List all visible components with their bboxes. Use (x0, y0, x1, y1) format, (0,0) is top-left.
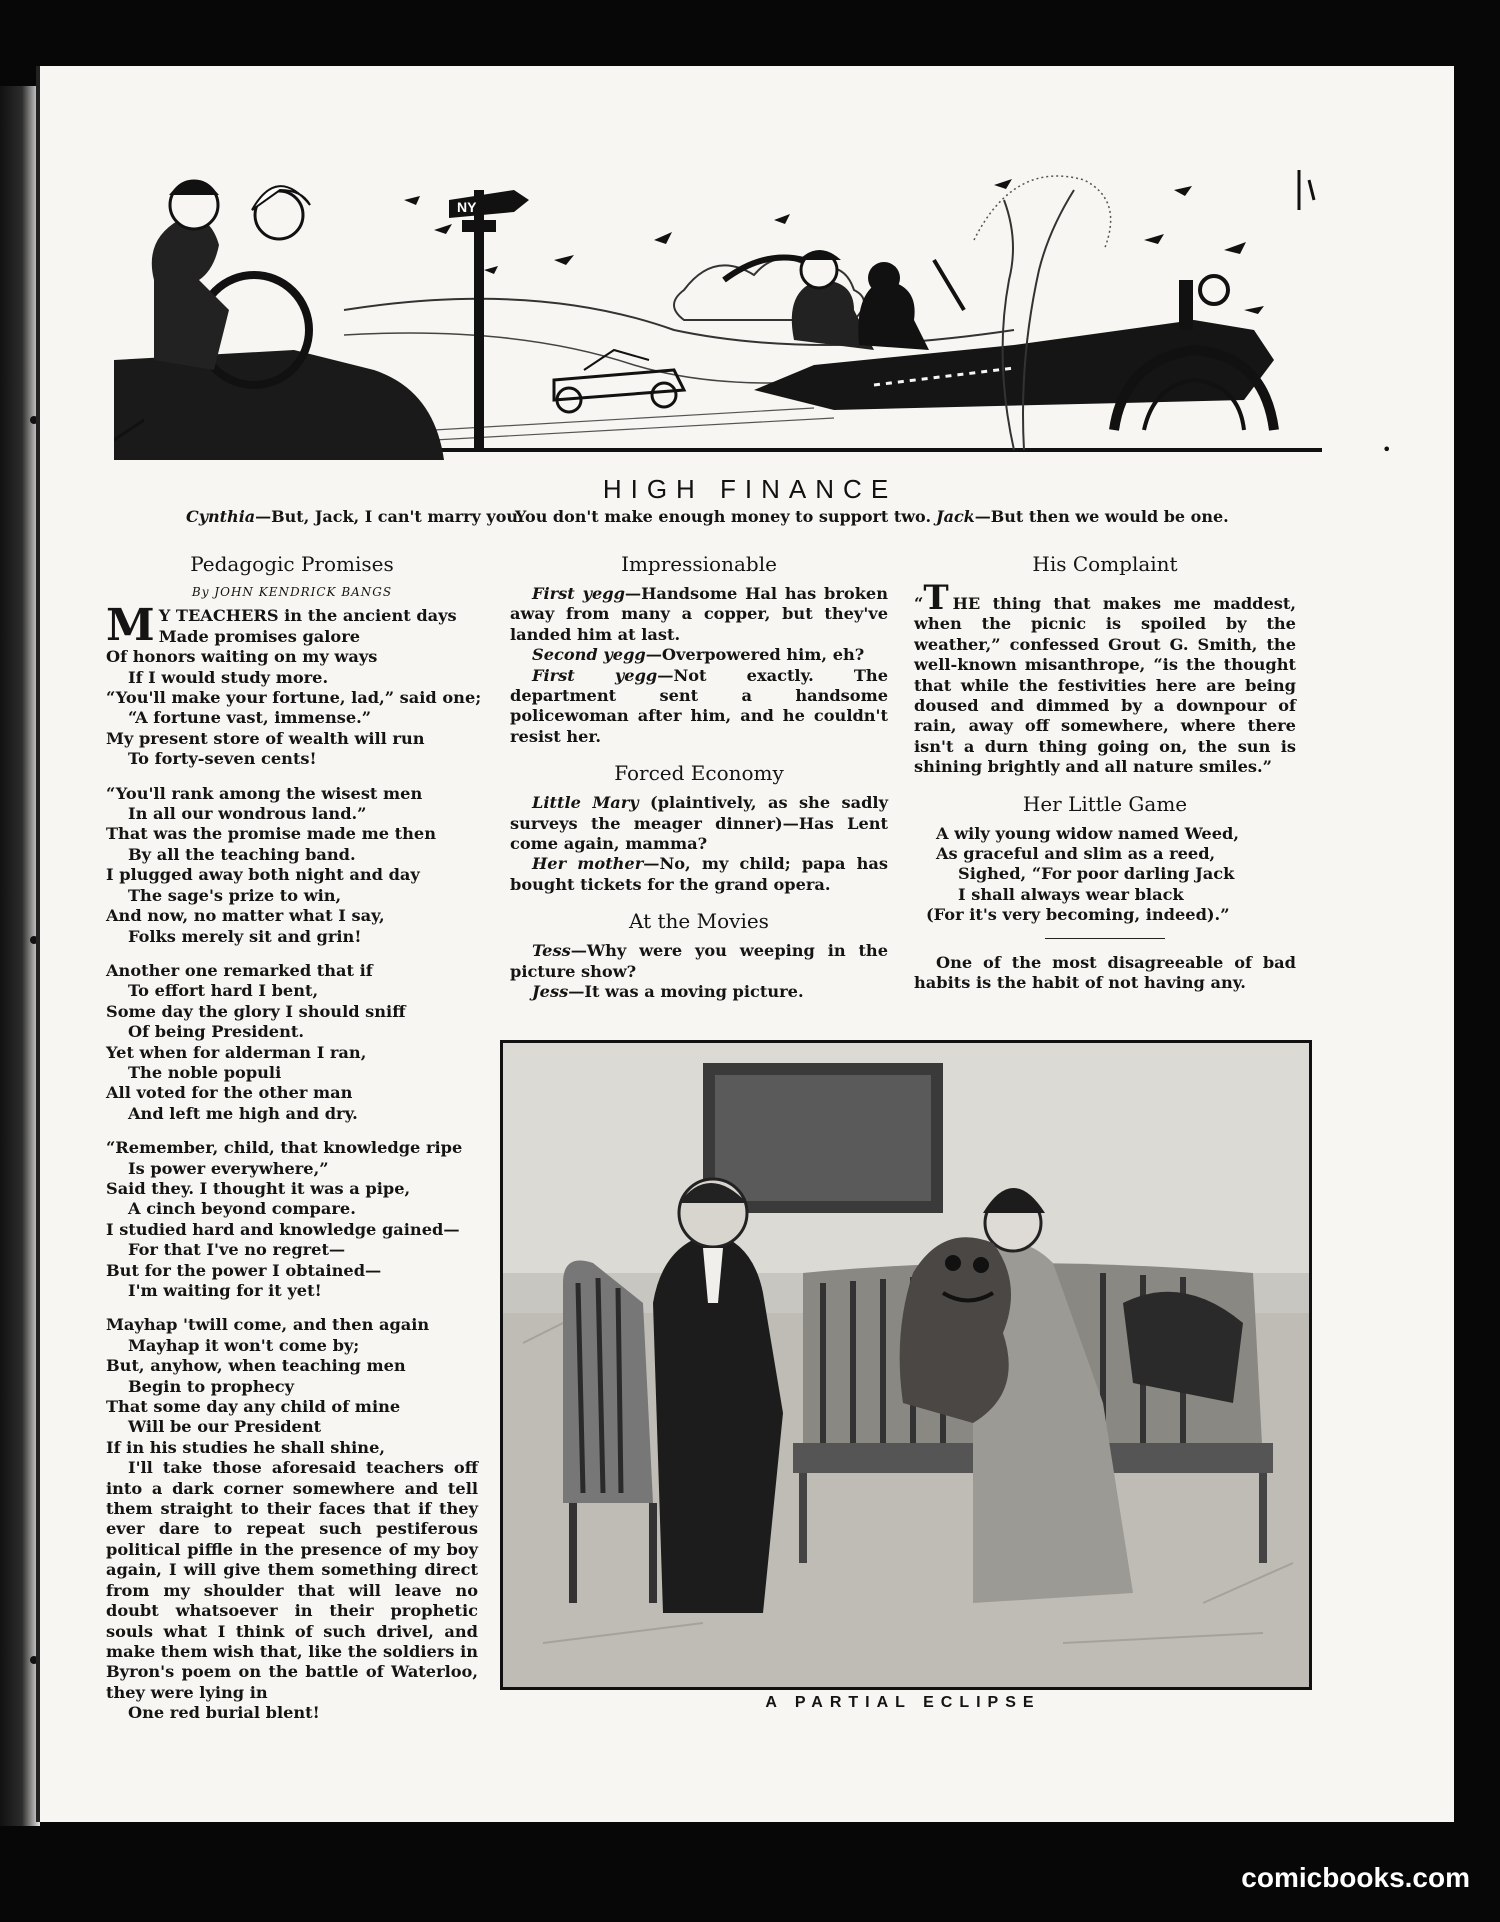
dialogue-line: You don't make enough money to support two. (515, 507, 932, 526)
illustration-partial-eclipse (500, 1040, 1312, 1690)
closing-text: I'll take those aforesaid teachers off into a dark corner somewhere and tell them straight to their faces that if they ever dare to repeat such pestiferous political piffle in the presence of my boy again, I will give them something direct from my shoulder that will leave no doubt whatsoever in their prophetic souls what I think of such drivel, and make them wish that, like the soldiers in Byron's poem on the battle of Waterloo, they were lying in (106, 1458, 478, 1702)
verse-line: To forty-seven cents! (128, 749, 317, 769)
speaker-name: Jack (936, 507, 975, 526)
article-title: Pedagogic Promises (190, 552, 394, 576)
header-illustration-cars (114, 160, 1322, 460)
verse-line: To effort hard I bent, (128, 981, 319, 1001)
illustration-caption: A PARTIAL ECLIPSE (765, 1694, 1041, 1711)
verse-line: Of honors waiting on my ways (106, 647, 378, 667)
open-quote: “ (914, 594, 924, 613)
verse-line: The noble populi (128, 1062, 282, 1082)
verse-line: Yet when for alderman I ran, (106, 1042, 367, 1062)
speaker-name: Jess (532, 982, 569, 1002)
article-title: Forced Economy (614, 761, 784, 786)
verse-line: “Remember, child, that knowledge ripe (106, 1138, 463, 1158)
verse-line: “A fortune vast, immense.” (128, 708, 372, 728)
byline: By JOHN KENDRICK BANGS (191, 585, 393, 599)
dialogue-line: —Overpowered him, eh? (645, 645, 865, 665)
verse-line: The sage's prize to win, (128, 885, 342, 905)
column-pedagogic-promises (106, 552, 482, 1724)
stanza (106, 961, 478, 1124)
quip (914, 953, 1296, 994)
distant-car (554, 350, 684, 412)
article-title: Her Little Game (1022, 791, 1188, 816)
verse-line: Mayhap it won't come by; (128, 1335, 360, 1355)
verse-line: For that I've no regret— (128, 1240, 346, 1260)
verse-line: Is power everywhere,” (128, 1158, 329, 1178)
verse-line: And now, no matter what I say, (106, 906, 385, 926)
touring-car (724, 250, 1274, 430)
verse-line: And left me high and dry. (128, 1103, 358, 1123)
verse-line: I'm waiting for it yet! (128, 1281, 322, 1300)
stray-mark: • (1382, 440, 1392, 459)
article-title: His Complaint (1032, 552, 1178, 576)
verse-line: If in his studies he shall shine, (106, 1437, 386, 1457)
dialogue-line: —Handsome Hal has broken away from many a copper, but they've landed him at last. (510, 584, 888, 644)
speaker-name: Her mother (532, 854, 644, 874)
verse-line: As graceful and slim as a reed, (936, 844, 1216, 864)
verse-line: That some day any child of mine (106, 1397, 401, 1417)
section-divider (1045, 938, 1165, 939)
speaker-name: Tess (532, 941, 571, 961)
verse-line: If I would study more. (128, 667, 329, 687)
verse-line: I shall always wear black (958, 884, 1184, 904)
speaker-name: First yegg (532, 584, 625, 603)
speaker-name: Cynthia (186, 507, 256, 526)
speaker-name: Second yegg (532, 645, 646, 665)
verse-line: By all the teaching band. (128, 844, 356, 864)
verse-line: But, anyhow, when teaching men (106, 1356, 406, 1376)
dialogue-line: —No, my child; papa has bought tickets for the grand opera. (510, 854, 888, 894)
verse-line: (For it's very becoming, indeed).” (926, 905, 1230, 925)
verse-line: Of being President. (128, 1022, 304, 1042)
illustration-drawing (503, 1043, 1309, 1687)
limerick (926, 823, 1296, 926)
verse-line: My present store of wealth will run (106, 728, 425, 748)
article-his-complaint (914, 578, 1296, 778)
verse-line: I studied hard and knowledge gained— (106, 1219, 460, 1239)
stanza (106, 784, 478, 947)
article-forced-economy (510, 793, 888, 895)
verse-line: Mayhap 'twill come, and then again (106, 1315, 430, 1335)
column-middle (510, 552, 888, 1003)
dialogue-line: —But then we would be one. (974, 507, 1229, 526)
closing-paragraph (106, 1458, 478, 1723)
verse-line: “You'll make your fortune, lad,” said one; (106, 688, 482, 708)
article-title: Impressionable (621, 552, 777, 576)
article-impressionable (510, 584, 888, 747)
stanza (106, 1138, 478, 1301)
verse-line: Begin to prophecy (128, 1376, 295, 1396)
verse-line: Sighed, “For poor darling Jack (958, 864, 1235, 884)
verse-line: Folks merely sit and grin! (128, 926, 362, 946)
verse-line: One red burial blent! (128, 1703, 320, 1723)
headline: HIGH FINANCE (602, 474, 898, 504)
stanza (106, 1315, 478, 1458)
dialogue-line: —But, Jack, I can't marry you. (255, 507, 524, 526)
verse-line: A cinch beyond compare. (128, 1199, 356, 1219)
verse-line: I plugged away both night and day (106, 865, 420, 885)
verse-line: In all our wondrous land.” (128, 804, 367, 824)
dialogue-line: —Why were you weeping in the picture show? (510, 941, 888, 981)
verse-line: Will be our President (128, 1417, 322, 1437)
verse-line: That was the promise made me then (106, 824, 436, 844)
verse-line: Another one remarked that if (106, 960, 373, 980)
speaker-name: Little Mary (532, 793, 639, 813)
dialogue-line: (plaintively, as she sadly surveys the meager dinner)—Has Lent come again, mamma? (510, 793, 888, 854)
stanza (106, 600, 482, 769)
speaker-name: First yegg (532, 665, 658, 685)
drop-cap: M (106, 600, 155, 652)
verse-line: “You'll rank among the wisest men (106, 783, 423, 803)
verse-line: Some day the glory I should sniff (106, 1001, 406, 1021)
quip-text: One of the most disagreeable of bad habits is the habit of not having any. (914, 952, 1296, 993)
verse-line: All voted for the other man (106, 1083, 353, 1103)
dialogue-jack (936, 507, 1229, 526)
article-at-the-movies (510, 941, 888, 1002)
drop-cap: T (923, 578, 949, 618)
dialogue-middle (515, 507, 931, 526)
verse-line: Y TEACHERS in the ancient days (158, 606, 457, 626)
sign-label: NY (457, 199, 477, 215)
verse-line: Made promises galore (158, 626, 361, 646)
tree (1003, 200, 1014, 450)
dialogue-line: —Not exactly. The department sent a handsome policewoman after him, and he couldn't resist her. (510, 665, 888, 746)
article-title: At the Movies (629, 909, 769, 934)
verse-line: But for the power I obtained— (106, 1260, 382, 1280)
dialogue-cynthia (186, 507, 524, 526)
verse-line: Said they. I thought it was a pipe, (106, 1178, 411, 1198)
article-text: HE thing that makes me maddest, when the picnic is spoiled by the weather,” confessed Grout G. Smith, the well-known misanthrope, “is the thought that while the festivities here are being doused and dimmed by a downpour of rain, away off somewhere, where there isn't a durn thing going on, the sun is shining brightly and all nature smiles.” (914, 594, 1296, 777)
column-right (914, 552, 1296, 994)
site-watermark: comicbooks.com (1241, 1862, 1470, 1893)
verse-line: A wily young widow named Weed, (936, 823, 1239, 843)
dialogue-line: —It was a moving picture. (568, 982, 804, 1002)
